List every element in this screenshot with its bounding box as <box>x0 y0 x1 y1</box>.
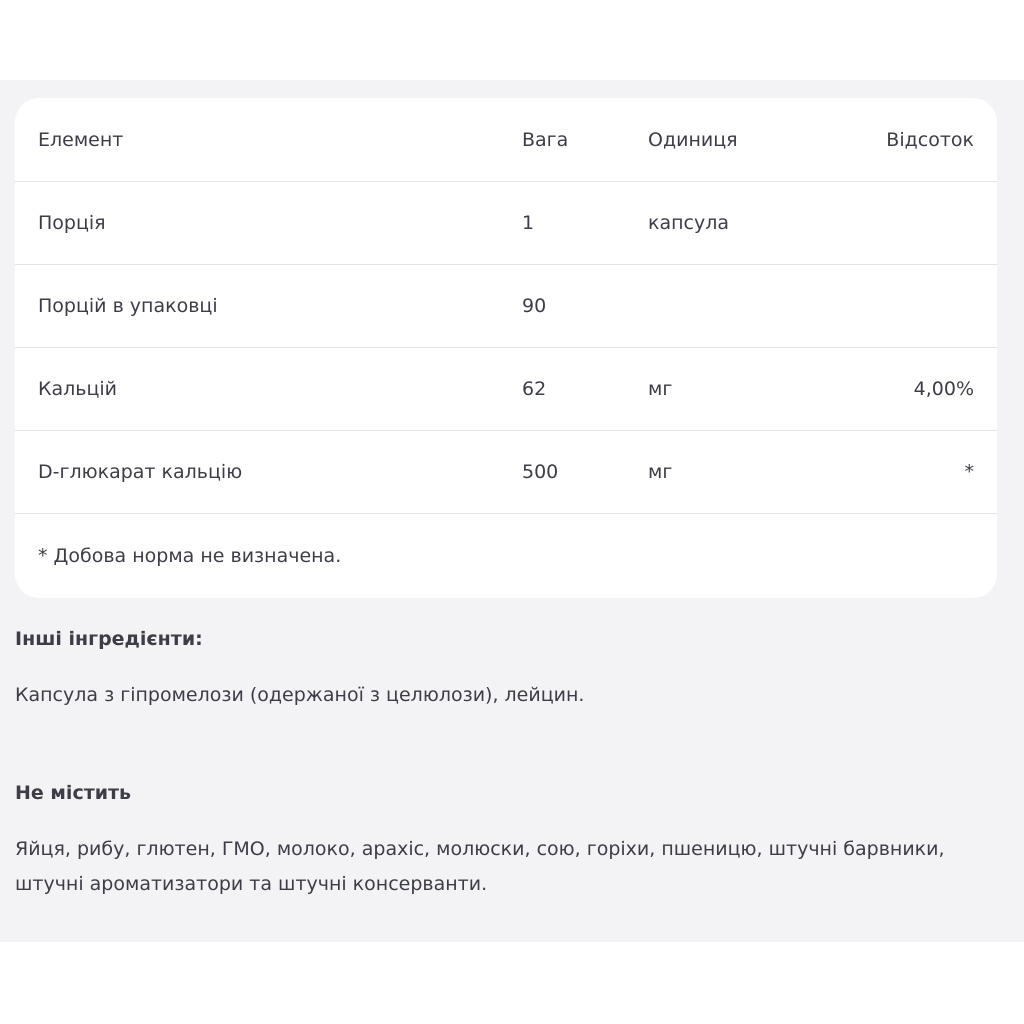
table-row <box>15 265 997 348</box>
table-row <box>15 182 997 265</box>
cell-element: Порцій в упаковці <box>38 295 218 317</box>
free-from-title: Не містить <box>15 782 132 804</box>
cell-element: D-глюкарат кальцію <box>38 461 243 483</box>
supplement-facts-panel <box>0 80 1024 942</box>
free-from-text: Яйця, рибу, глютен, ГМО, молоко, арахіс, молюски, сою, горіхи, пшеницю, штучні барвники, штучні ароматизатори та штучні консерванти. <box>15 838 945 895</box>
cell-element: Порція <box>38 212 106 234</box>
header-percent: Відсоток <box>886 128 974 151</box>
nutrition-table <box>15 98 997 598</box>
table-row <box>15 348 997 431</box>
header-unit: Одиниця <box>648 128 738 151</box>
header-element: Елемент <box>38 128 124 151</box>
cell-unit: капсула <box>648 212 730 234</box>
cell-weight: 62 <box>522 378 547 400</box>
other-ingredients-text: Капсула з гіпромелози (одержаної з целюлози), лейцин. <box>15 684 585 706</box>
table-header-row <box>15 98 997 182</box>
table-row <box>15 431 997 514</box>
cell-weight: 1 <box>522 212 535 234</box>
table-footnote: * Добова норма не визначена. <box>38 545 342 567</box>
cell-unit: мг <box>648 378 673 400</box>
cell-unit: мг <box>648 461 673 483</box>
header-weight: Вага <box>522 128 569 151</box>
cell-element: Кальцій <box>38 378 118 400</box>
cell-percent: * <box>964 461 974 483</box>
other-ingredients-title: Інші інгредієнти: <box>15 628 203 650</box>
cell-weight: 500 <box>522 461 559 483</box>
cell-weight: 90 <box>522 295 547 317</box>
cell-percent: 4,00% <box>913 378 974 400</box>
